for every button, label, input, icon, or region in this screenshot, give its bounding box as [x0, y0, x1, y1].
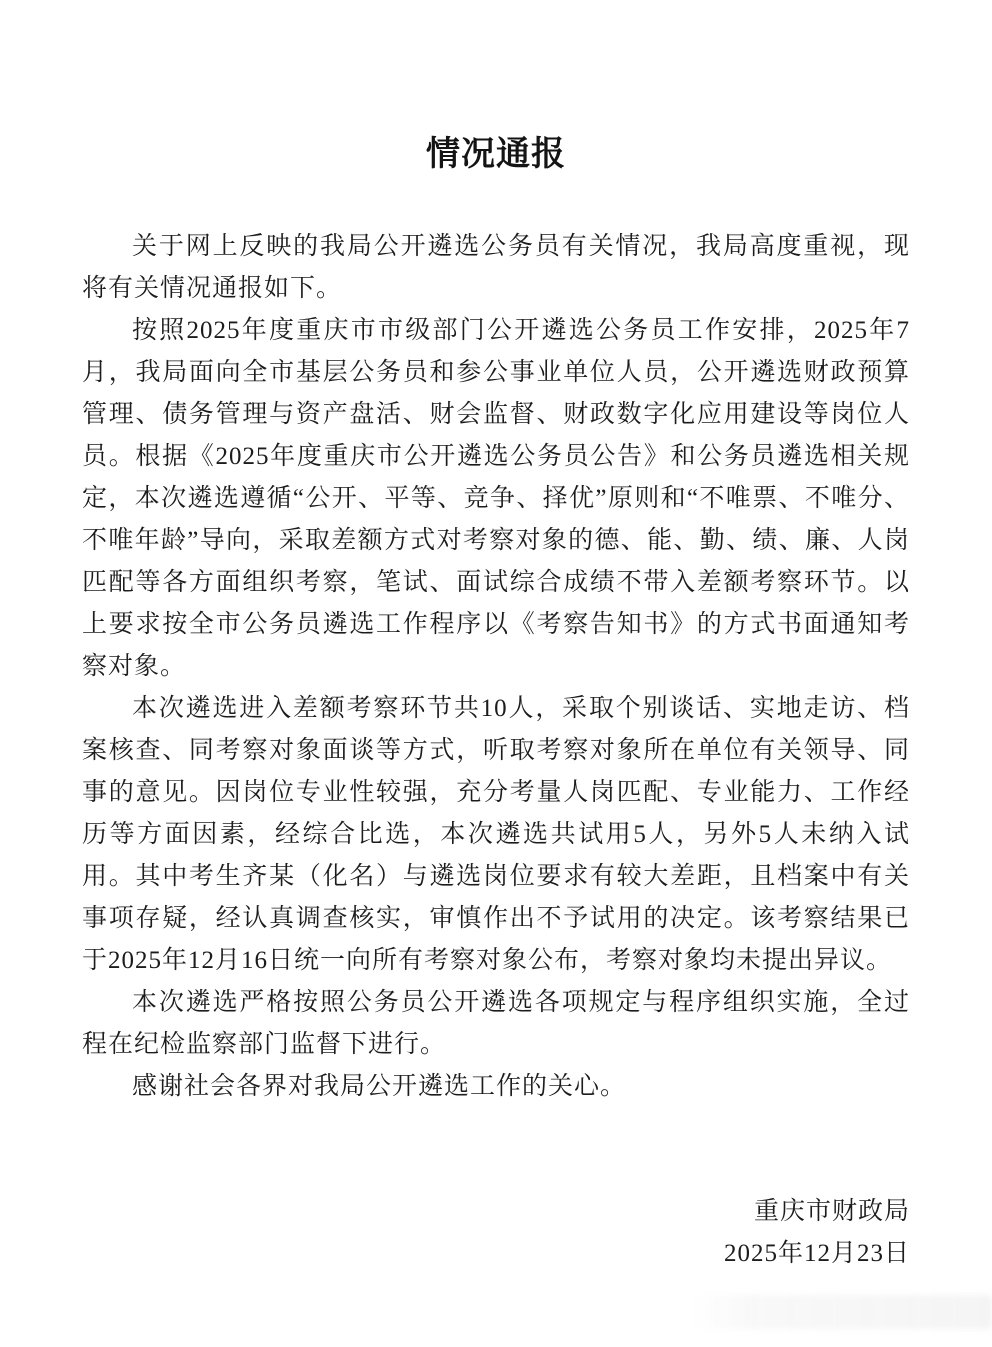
document-title: 情况通报: [426, 136, 566, 173]
issue-date: 2025年12月23日: [723, 1240, 910, 1267]
paragraph-intro: 关于网上反映的我局公开遴选公务员有关情况，我局高度重视，现将有关情况通报如下。: [82, 233, 910, 302]
issuing-authority: 重庆市财政局: [753, 1198, 910, 1225]
faint-watermark: [692, 1295, 992, 1329]
paragraph-supervision: 本次遴选严格按照公务员公开遴选各项规定与程序组织实施，全过程在纪检监察部门监督下进行。: [82, 989, 910, 1058]
document-body: [82, 226, 910, 1108]
paragraph-selection-process: 按照2025年度重庆市市级部门公开遴选公务员工作安排，2025年7月，我局面向全市基层公务员和参公事业单位人员，公开遴选财政预算管理、债务管理与资产盘活、财会监督、财政数字化应用建设等岗位人员。根据《2025年度重庆市公开遴选公务员公告》和公务员遴选相关规定，本次遴选遵循“公开、平等、竞争、择优”原则和“不唯票、不唯分、不唯年龄”导向，采取差额方式对考察对象的德、能、勤、绩、廉、人岗匹配等各方面组织考察，笔试、面试综合成绩不带入差额考察环节。以上要求按全市公务员遴选工作程序以《考察告知书》的方式书面通知考察对象。: [82, 317, 910, 680]
paragraph-inspection-result: 本次遴选进入差额考察环节共10人，采取个别谈话、实地走访、档案核查、同考察对象面谈等方式，听取考察对象所在单位有关领导、同事的意见。因岗位专业性较强，充分考量人岗匹配、专业能力、工作经历等方面因素，经综合比选，本次遴选共试用5人，另外5人未纳入试用。其中考生齐某（化名）与遴选岗位要求有较大差距，且档案中有关事项存疑，经认真调查核实，审慎作出不予试用的决定。该考察结果已于2025年12月16日统一向所有考察对象公布，考察对象均未提出异议。: [82, 695, 910, 974]
paragraph-thanks: 感谢社会各界对我局公开遴选工作的关心。: [132, 1073, 627, 1100]
signature-block: [82, 1191, 910, 1275]
